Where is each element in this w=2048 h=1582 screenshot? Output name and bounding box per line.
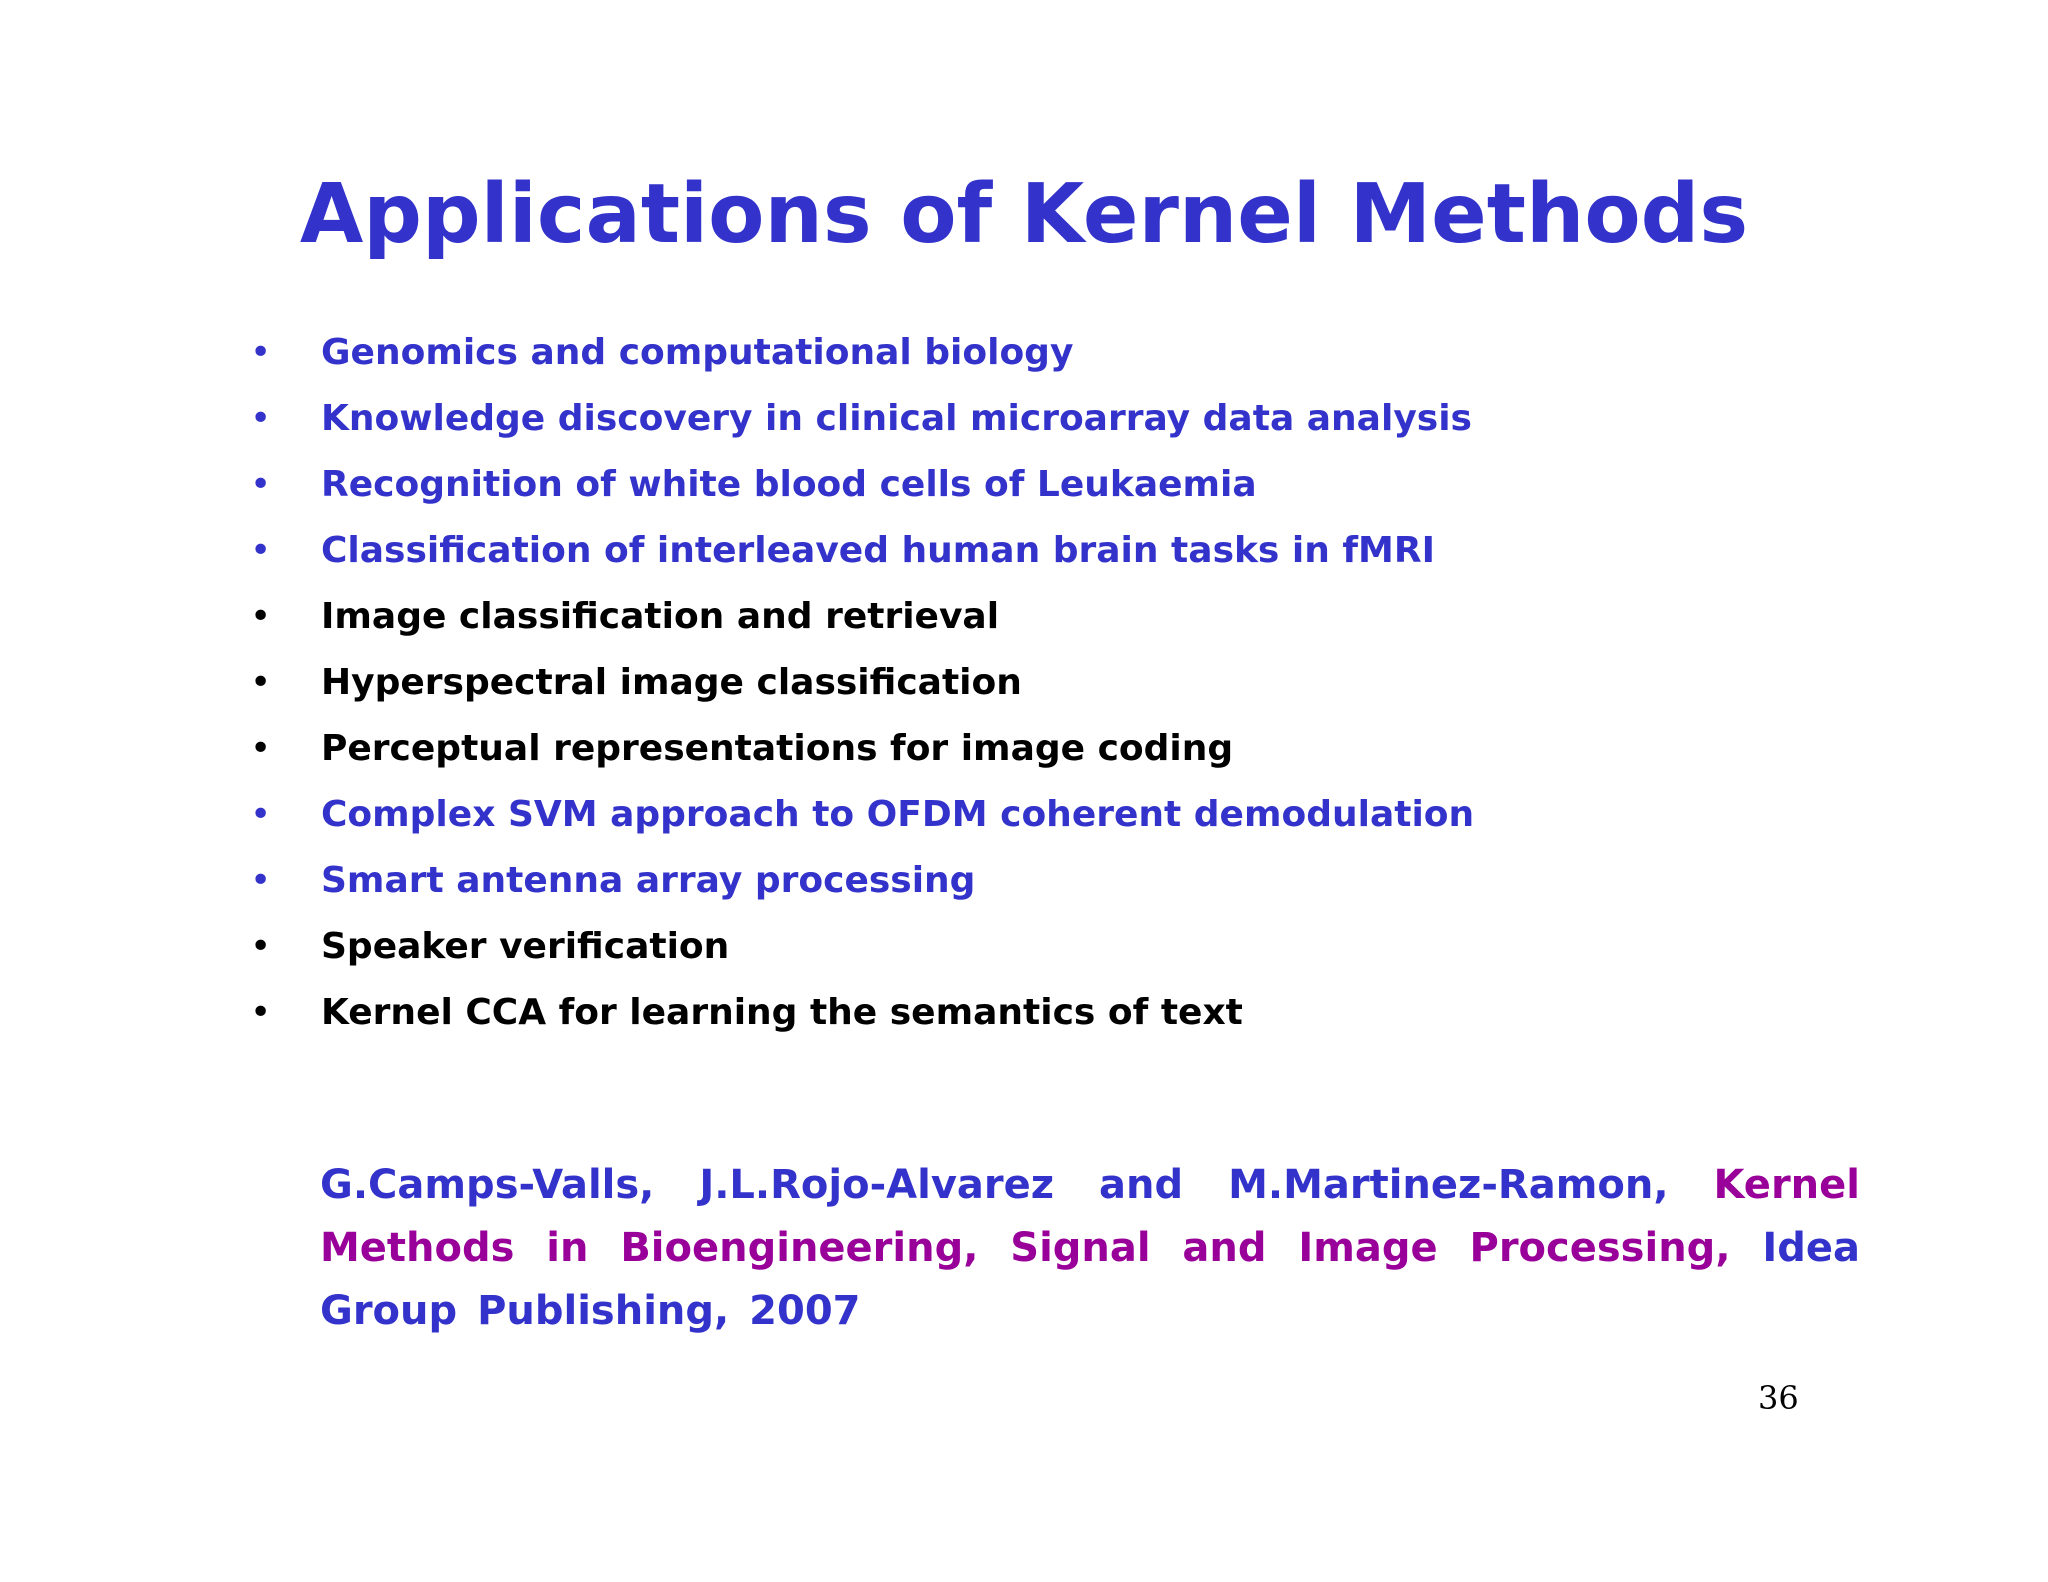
- list-item: [250, 916, 1474, 982]
- list-item-text: Smart antenna array processing: [321, 860, 976, 901]
- bullet-icon: •: [250, 662, 272, 703]
- bullet-icon: •: [250, 530, 272, 571]
- list-item: [250, 322, 1474, 388]
- list-item: [250, 850, 1474, 916]
- list-item-text: Kernel CCA for learning the semantics of text: [321, 992, 1243, 1033]
- list-item: [250, 520, 1474, 586]
- bullet-icon: •: [250, 794, 272, 835]
- bullet-icon: •: [250, 860, 272, 901]
- slide-title: Applications of Kernel Methods: [299, 167, 1749, 262]
- list-item: [250, 982, 1474, 1048]
- bullet-icon: •: [250, 926, 272, 967]
- list-item-text: Recognition of white blood cells of Leukaemia: [321, 464, 1257, 505]
- bullet-icon: •: [250, 398, 272, 439]
- list-item: [250, 586, 1474, 652]
- list-item: [250, 784, 1474, 850]
- reference-publisher: Idea Group Publishing, 2007: [320, 1225, 1860, 1334]
- reference-book-title: Kernel Methods in Bioengineering, Signal and Image Processing,: [320, 1162, 1860, 1271]
- page-number: 36: [1758, 1379, 1799, 1417]
- application-list: [250, 322, 1474, 1048]
- list-item-text: Complex SVM approach to OFDM coherent demodulation: [321, 794, 1475, 835]
- list-item: [250, 652, 1474, 718]
- list-item: [250, 388, 1474, 454]
- list-item: [250, 454, 1474, 520]
- list-item-text: Knowledge discovery in clinical microarray data analysis: [321, 398, 1472, 439]
- bullet-icon: •: [250, 464, 272, 505]
- list-item-text: Perceptual representations for image coding: [321, 728, 1234, 769]
- list-item-text: Classification of interleaved human brain tasks in fMRI: [321, 530, 1435, 571]
- bullet-icon: •: [250, 728, 272, 769]
- list-item: [250, 718, 1474, 784]
- reference-authors: G.Camps-Valls, J.L.Rojo-Alvarez and M.Martinez-Ramon,: [320, 1162, 1669, 1208]
- bullet-icon: •: [250, 992, 272, 1033]
- list-item-text: Image classification and retrieval: [321, 596, 1000, 637]
- list-item-text: Speaker verification: [321, 926, 730, 967]
- book-reference: [320, 1154, 1860, 1343]
- bullet-icon: •: [250, 332, 272, 373]
- bullet-icon: •: [250, 596, 272, 637]
- list-item-text: Hyperspectral image classification: [321, 662, 1022, 703]
- list-item-text: Genomics and computational biology: [321, 332, 1074, 373]
